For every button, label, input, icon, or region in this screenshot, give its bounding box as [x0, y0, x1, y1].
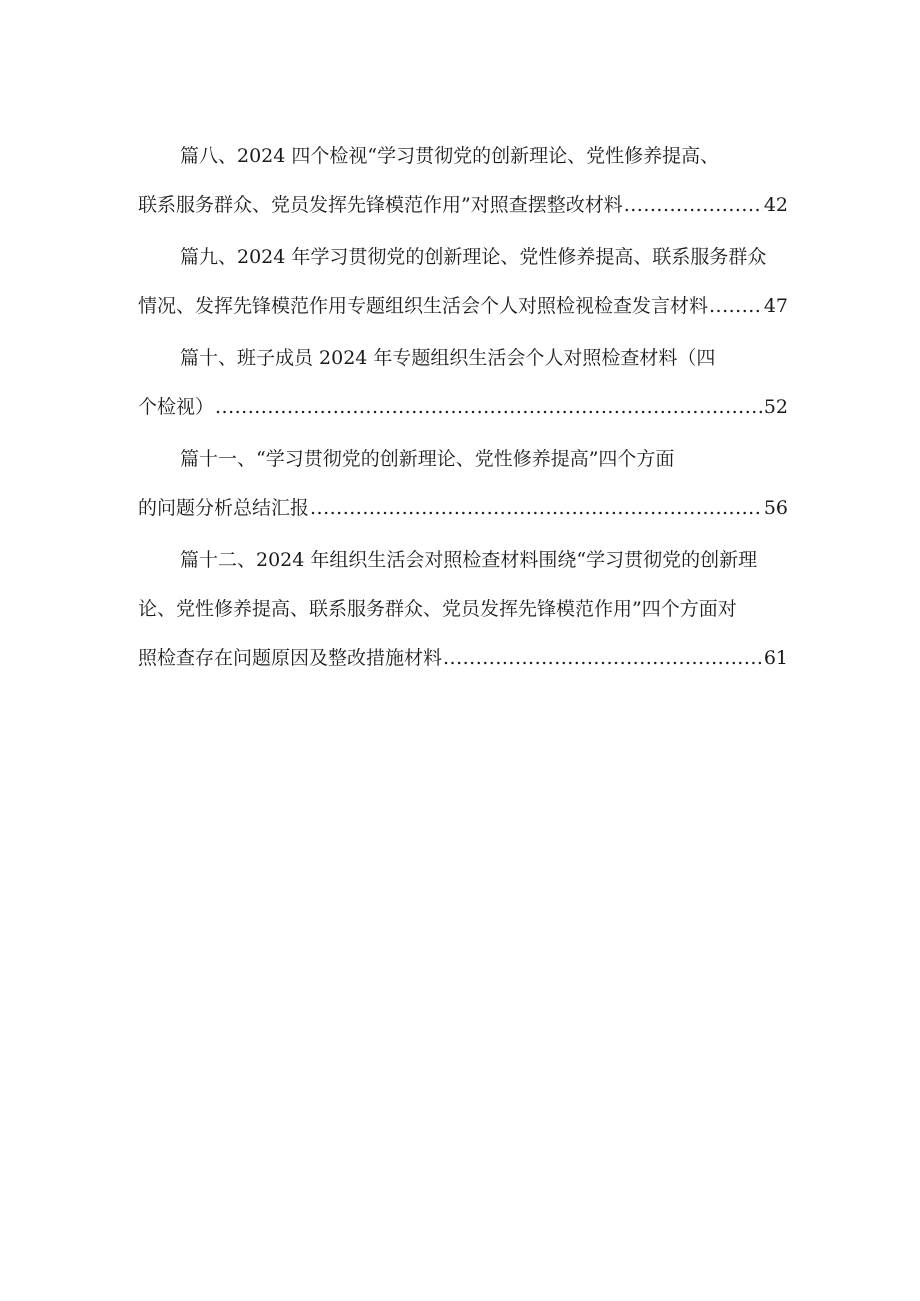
toc-page-number: 61 — [763, 647, 788, 669]
toc-entry-8[interactable] — [138, 132, 788, 230]
dot-leader — [443, 634, 763, 683]
toc-entry-text: 联系服务群众、党员发挥先锋模范作用”对照查摆整改材料 — [138, 194, 623, 216]
toc-page-number: 52 — [763, 396, 788, 418]
dot-leader — [709, 282, 763, 331]
toc-entry-12[interactable] — [138, 536, 788, 683]
dot-leader — [624, 181, 763, 230]
toc-entry-last-line — [138, 634, 788, 683]
table-of-contents — [138, 132, 788, 686]
toc-entry-last-line — [138, 383, 788, 432]
toc-entry-line — [138, 233, 788, 282]
toc-entry-line — [138, 435, 788, 484]
toc-entry-text: 的问题分析总结汇报 — [138, 497, 310, 519]
toc-entry-text: 论、党性修养提高、联系服务群众、党员发挥先锋模范作用”四个方面对 — [138, 598, 737, 620]
toc-entry-line — [138, 585, 788, 634]
dot-leader — [310, 484, 763, 533]
toc-entry-text: 照检查存在问题原因及整改措施材料 — [138, 647, 443, 669]
toc-entry-text: 个检视） — [138, 396, 215, 418]
toc-entry-last-line — [138, 181, 788, 230]
toc-entry-last-line — [138, 282, 788, 331]
dot-leader — [215, 383, 763, 432]
toc-entry-11[interactable] — [138, 435, 788, 533]
toc-entry-line — [138, 334, 788, 383]
toc-entry-text: 篇十一、“学习贯彻党的创新理论、党性修养提高”四个方面 — [180, 448, 675, 470]
toc-entry-line — [138, 536, 788, 585]
toc-entry-last-line — [138, 484, 788, 533]
toc-page-number: 56 — [763, 497, 788, 519]
toc-entry-text: 篇八、2024 四个检视“学习贯彻党的创新理论、党性修养提高、 — [180, 145, 720, 167]
toc-entry-line — [138, 132, 788, 181]
toc-entry-text: 情况、发挥先锋模范作用专题组织生活会个人对照检视检查发言材料 — [138, 295, 709, 317]
toc-entry-9[interactable] — [138, 233, 788, 331]
toc-page-number: 42 — [763, 194, 788, 216]
toc-page-number: 47 — [763, 295, 788, 317]
toc-entry-text: 篇十二、2024 年组织生活会对照检查材料围绕“学习贯彻党的创新理 — [180, 549, 758, 571]
toc-entry-text: 篇九、2024 年学习贯彻党的创新理论、党性修养提高、联系服务群众 — [180, 246, 767, 268]
toc-entry-10[interactable] — [138, 334, 788, 432]
toc-entry-text: 篇十、班子成员 2024 年专题组织生活会个人对照检查材料（四 — [180, 347, 716, 369]
